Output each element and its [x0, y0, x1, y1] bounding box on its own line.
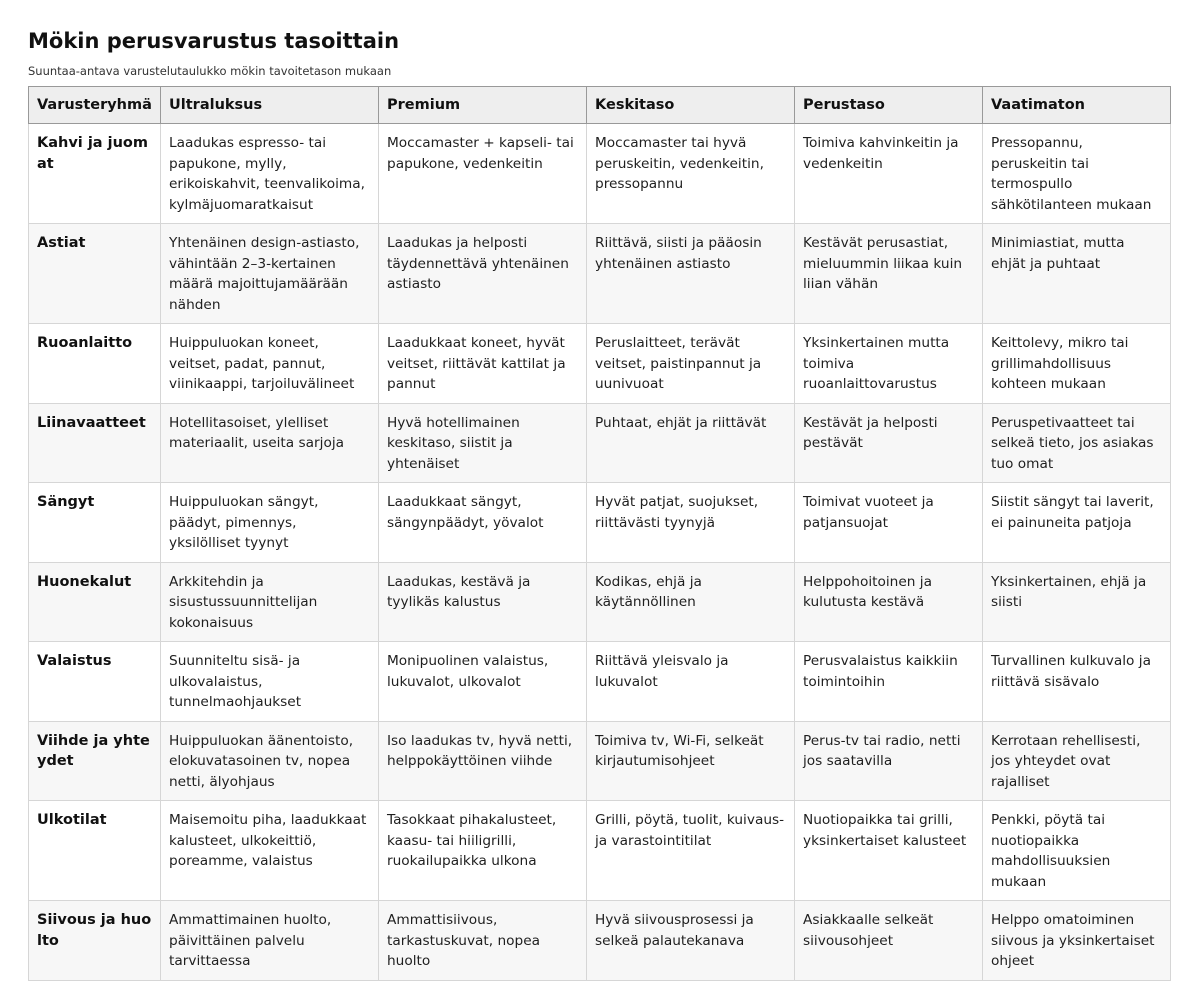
cell-premium: Hyvä hotellimainen keskitaso, siistit ja yhtenäiset	[379, 403, 587, 483]
table-row	[29, 901, 1171, 981]
table-row	[29, 721, 1171, 801]
cell-perustaso: Toimivat vuoteet ja patjansuojat	[795, 483, 983, 563]
cell-ultraluksus: Suunniteltu sisä- ja ulkovalaistus, tunnelmaohjaukset	[161, 642, 379, 722]
cell-premium: Ammattisiivous, tarkastuskuvat, nopea huolto	[379, 901, 587, 981]
cell-perustaso: Kestävät ja helposti pestävät	[795, 403, 983, 483]
header-equipment-group: Varusteryhmä	[29, 87, 161, 124]
cell-perustaso: Asiakkaalle selkeät siivousohjeet	[795, 901, 983, 981]
cell-premium: Monipuolinen valaistus, lukuvalot, ulkovalot	[379, 642, 587, 722]
cell-perustaso: Perus-tv tai radio, netti jos saatavilla	[795, 721, 983, 801]
cell-vaatimaton: Minimiastiat, mutta ehjät ja puhtaat	[983, 224, 1171, 324]
header-row	[29, 87, 1171, 124]
cell-premium: Laadukas ja helposti täydennettävä yhtenäinen astiasto	[379, 224, 587, 324]
cell-perustaso: Kestävät perusastiat, mieluummin liikaa kuin liian vähän	[795, 224, 983, 324]
cell-keskitaso: Kodikas, ehjä ja käytännöllinen	[587, 562, 795, 642]
cell-keskitaso: Peruslaitteet, terävät veitset, paistinpannut ja uunivuoat	[587, 324, 795, 404]
header-perustaso: Perustaso	[795, 87, 983, 124]
cell-keskitaso: Toimiva tv, Wi-Fi, selkeät kirjautumisohjeet	[587, 721, 795, 801]
page-subtitle: Suuntaa-antava varustelutaulukko mökin tavoitetason mukaan	[28, 64, 392, 78]
row-group-label: Astiat	[29, 224, 161, 324]
cell-perustaso: Nuotiopaikka tai grilli, yksinkertaiset kalusteet	[795, 801, 983, 901]
table-row	[29, 124, 1171, 224]
table-row	[29, 324, 1171, 404]
cell-vaatimaton: Pressopannu, peruskeitin tai termospullo sähkötilanteen mukaan	[983, 124, 1171, 224]
table-row	[29, 642, 1171, 722]
cell-keskitaso: Riittävä, siisti ja pääosin yhtenäinen astiasto	[587, 224, 795, 324]
cell-ultraluksus: Maisemoitu piha, laadukkaat kalusteet, ulkokeittiö, poreamme, valaistus	[161, 801, 379, 901]
header-ultraluksus: Ultraluksus	[161, 87, 379, 124]
table-body	[29, 124, 1171, 981]
cell-vaatimaton: Kerrotaan rehellisesti, jos yhteydet ovat rajalliset	[983, 721, 1171, 801]
cell-keskitaso: Hyvät patjat, suojukset, riittävästi tyynyjä	[587, 483, 795, 563]
row-group-label: Huonekalut	[29, 562, 161, 642]
cell-keskitaso: Moccamaster tai hyvä peruskeitin, vedenkeitin, pressopannu	[587, 124, 795, 224]
cell-vaatimaton: Yksinkertainen, ehjä ja siisti	[983, 562, 1171, 642]
cell-ultraluksus: Yhtenäinen design-astiasto, vähintään 2–3-kertainen määrä majoittujamäärään nähden	[161, 224, 379, 324]
table-row	[29, 224, 1171, 324]
row-group-label: Siivous ja huolto	[29, 901, 161, 981]
header-keskitaso: Keskitaso	[587, 87, 795, 124]
cell-ultraluksus: Huippuluokan koneet, veitset, padat, pannut, viinikaappi, tarjoiluvälineet	[161, 324, 379, 404]
cell-vaatimaton: Keittolevy, mikro tai grillimahdollisuus kohteen mukaan	[983, 324, 1171, 404]
cell-ultraluksus: Ammattimainen huolto, päivittäinen palvelu tarvittaessa	[161, 901, 379, 981]
cell-vaatimaton: Helppo omatoiminen siivous ja yksinkertaiset ohjeet	[983, 901, 1171, 981]
cell-ultraluksus: Huippuluokan sängyt, päädyt, pimennys, yksilölliset tyynyt	[161, 483, 379, 563]
cell-premium: Laadukas, kestävä ja tyylikäs kalustus	[379, 562, 587, 642]
cell-keskitaso: Puhtaat, ehjät ja riittävät	[587, 403, 795, 483]
cell-perustaso: Yksinkertainen mutta toimiva ruoanlaittovarustus	[795, 324, 983, 404]
cell-keskitaso: Grilli, pöytä, tuolit, kuivaus- ja varastointitilat	[587, 801, 795, 901]
cell-perustaso: Helppohoitoinen ja kulutusta kestävä	[795, 562, 983, 642]
table-row	[29, 562, 1171, 642]
page-title: Mökin perusvarustus tasoittain	[28, 29, 400, 53]
equipment-table	[28, 86, 1171, 981]
cell-ultraluksus: Arkkitehdin ja sisustussuunnittelijan kokonaisuus	[161, 562, 379, 642]
row-group-label: Ulkotilat	[29, 801, 161, 901]
cell-vaatimaton: Siistit sängyt tai laverit, ei painuneita patjoja	[983, 483, 1171, 563]
cell-vaatimaton: Peruspetivaatteet tai selkeä tieto, jos asiakas tuo omat	[983, 403, 1171, 483]
cell-premium: Laadukkaat koneet, hyvät veitset, riittävät kattilat ja pannut	[379, 324, 587, 404]
row-group-label: Kahvi ja juomat	[29, 124, 161, 224]
row-group-label: Sängyt	[29, 483, 161, 563]
cell-vaatimaton: Turvallinen kulkuvalo ja riittävä sisävalo	[983, 642, 1171, 722]
header-premium: Premium	[379, 87, 587, 124]
row-group-label: Valaistus	[29, 642, 161, 722]
cell-keskitaso: Hyvä siivousprosessi ja selkeä palautekanava	[587, 901, 795, 981]
cell-perustaso: Perusvalaistus kaikkiin toimintoihin	[795, 642, 983, 722]
cell-premium: Tasokkaat pihakalusteet, kaasu- tai hiiligrilli, ruokailupaikka ulkona	[379, 801, 587, 901]
row-group-label: Viihde ja yhteydet	[29, 721, 161, 801]
cell-ultraluksus: Hotellitasoiset, ylelliset materiaalit, useita sarjoja	[161, 403, 379, 483]
cell-ultraluksus: Laadukas espresso- tai papukone, mylly, erikoiskahvit, teenvalikoima, kylmäjuomaratkaisut	[161, 124, 379, 224]
row-group-label: Ruoanlaitto	[29, 324, 161, 404]
cell-premium: Laadukkaat sängyt, sängynpäädyt, yövalot	[379, 483, 587, 563]
header-vaatimaton: Vaatimaton	[983, 87, 1171, 124]
cell-ultraluksus: Huippuluokan äänentoisto, elokuvatasoinen tv, nopea netti, älyohjaus	[161, 721, 379, 801]
table-row	[29, 483, 1171, 563]
table-row	[29, 801, 1171, 901]
cell-perustaso: Toimiva kahvinkeitin ja vedenkeitin	[795, 124, 983, 224]
cell-premium: Iso laadukas tv, hyvä netti, helppokäyttöinen viihde	[379, 721, 587, 801]
cell-premium: Moccamaster + kapseli- tai papukone, vedenkeitin	[379, 124, 587, 224]
cell-vaatimaton: Penkki, pöytä tai nuotiopaikka mahdollisuuksien mukaan	[983, 801, 1171, 901]
cell-keskitaso: Riittävä yleisvalo ja lukuvalot	[587, 642, 795, 722]
row-group-label: Liinavaatteet	[29, 403, 161, 483]
table-row	[29, 403, 1171, 483]
